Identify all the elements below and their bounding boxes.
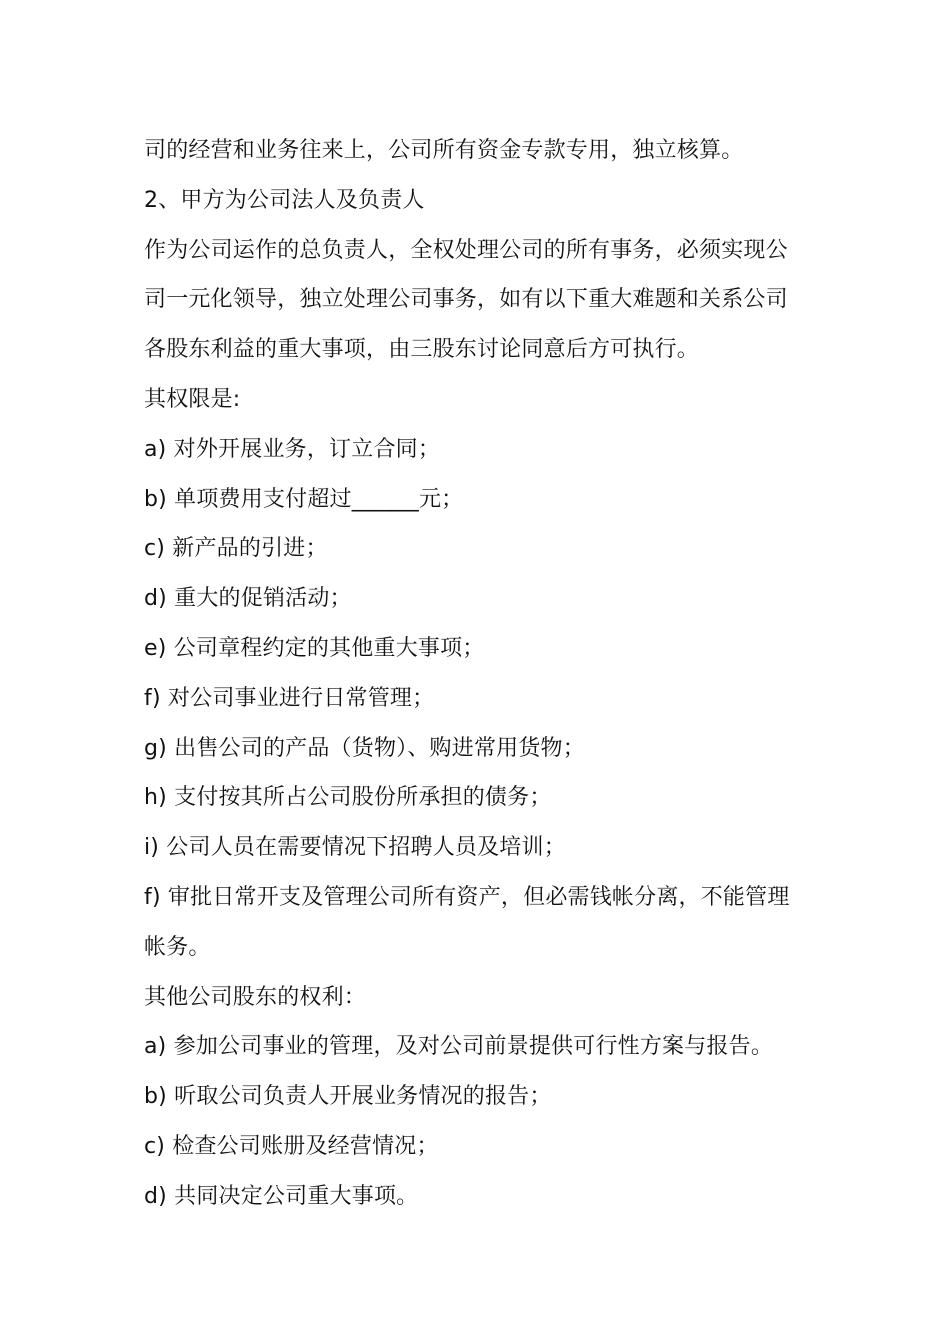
list-item: c) 检查公司账册及经营情况； [144,1133,439,1159]
subheading: 其他公司股东的权利： [144,984,367,1010]
list-item: c) 新产品的引进； [144,536,328,562]
list-item: f) 对公司事业进行日常管理； [144,685,435,711]
list-item: d) 重大的促销活动； [144,586,352,612]
list-item: a) 参加公司事业的管理，及对公司前景提供可行性方案与报告。 [144,1034,774,1060]
text-line: 各股东利益的重大事项，由三股东讨论同意后方可执行。 [144,337,700,363]
list-item: f) 审批日常开支及管理公司所有资产，但必需钱帐分离，不能管理 [144,884,790,910]
section-heading: 2、甲方为公司法人及负责人 [144,187,425,213]
list-item: e) 公司章程约定的其他重大事项； [144,635,485,661]
text-line: 作为公司运作的总负责人，全权处理公司的所有事务，必须实现公 [144,237,788,263]
list-item: h) 支付按其所占公司股份所承担的债务； [144,785,552,811]
subheading: 其权限是: [144,386,241,412]
text-line: 司的经营和业务往来上，公司所有资金专款专用，独立核算。 [144,138,744,163]
list-item: d) 共同决定公司重大事项。 [144,1183,419,1209]
list-item-continuation: 帐务。 [144,934,211,960]
list-item: i) 公司人员在需要情况下招聘人员及培训； [144,835,566,861]
list-item: b) 单项费用支付超过______元； [144,486,464,512]
text-line: 司一元化领导，独立处理公司事务，如有以下重大难题和关系公司 [144,287,788,313]
list-item: a) 对外开展业务，订立合同； [144,436,441,462]
list-item: g) 出售公司的产品（货物）、购进常用货物； [144,735,585,761]
list-item: b) 听取公司负责人开展业务情况的报告； [144,1084,552,1110]
document-body [144,126,814,1222]
